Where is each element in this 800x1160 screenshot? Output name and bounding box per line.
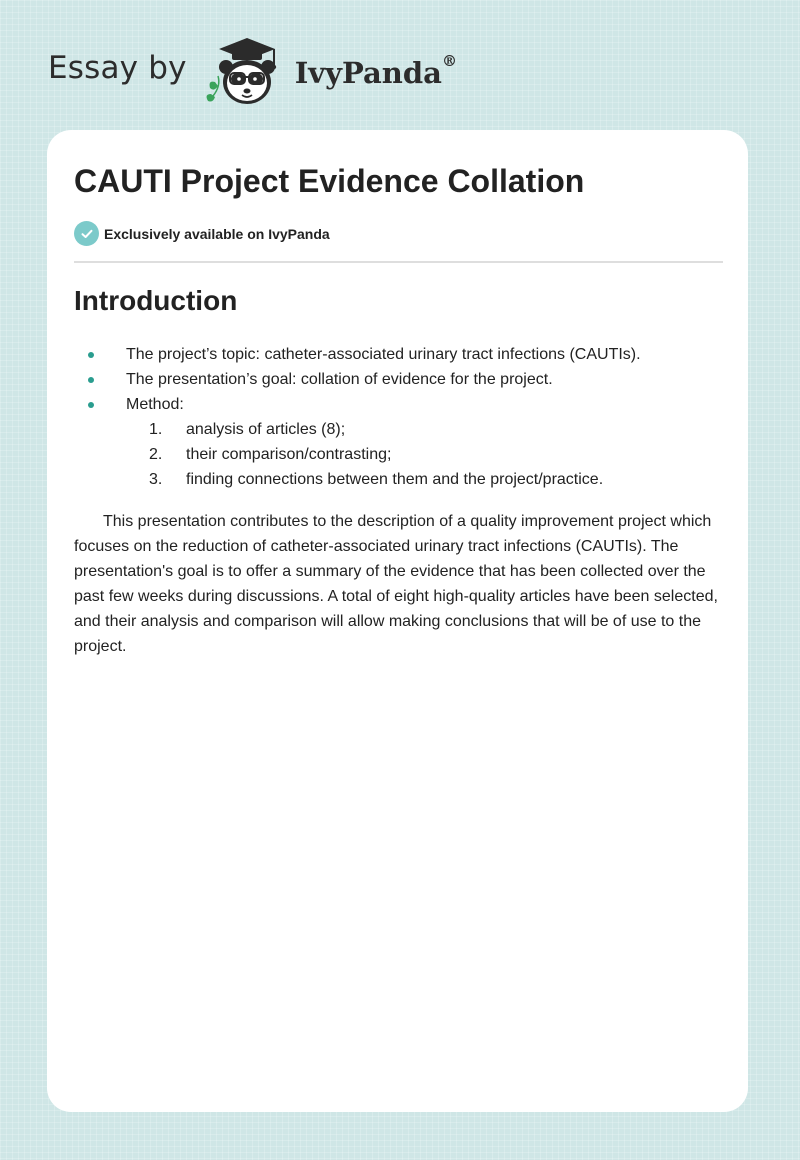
bullet-item xyxy=(74,392,734,492)
method-step xyxy=(126,467,734,492)
method-step xyxy=(126,417,734,442)
bullet-text: The presentation’s goal: collation of evidence for the project. xyxy=(126,371,553,388)
exclusive-badge xyxy=(74,221,330,246)
bullet-item xyxy=(74,367,734,392)
bullet-item xyxy=(74,342,734,367)
exclusive-badge-text: Exclusively available on IvyPanda xyxy=(104,225,330,242)
check-icon xyxy=(74,221,99,246)
essay-title: CAUTI Project Evidence Collation xyxy=(74,163,585,199)
registered-mark: ® xyxy=(441,52,457,71)
step-number: 3. xyxy=(149,471,163,488)
step-text: analysis of articles (8); xyxy=(186,421,346,438)
section-heading-introduction: Introduction xyxy=(74,285,238,316)
step-text: their comparison/contrasting; xyxy=(186,446,392,463)
bullet-dot xyxy=(88,402,94,408)
bullet-dot xyxy=(88,377,94,383)
title-divider xyxy=(74,261,723,263)
intro-bullet-list xyxy=(74,342,734,492)
essay-card xyxy=(47,130,748,1112)
bullet-text: The project’s topic: catheter-associated urinary tract infections (CAUTIs). xyxy=(126,346,641,363)
bullet-dot xyxy=(88,352,94,358)
essay-by-label: Essay by xyxy=(48,50,187,86)
method-steps-list xyxy=(126,417,734,492)
step-number: 2. xyxy=(149,446,163,463)
site-header xyxy=(48,36,457,108)
method-step xyxy=(126,442,734,467)
intro-paragraph: This presentation contributes to the description of a quality improvement project which focuses on the reduction of catheter-associated urinary tract infections (CAUTIs). The presentation's goal is to offer a summary of the evidence that has been collected over the past few weeks during discussions. A total of eight high-quality articles have been selected, and their analysis and comparison will allow making conclusions that will be of use to the project. xyxy=(74,513,718,655)
panda-logo-icon[interactable] xyxy=(201,36,293,108)
brand-name-text: IvyPanda xyxy=(294,56,442,90)
bullet-text: Method: xyxy=(126,396,184,413)
step-text: finding connections between them and the project/practice. xyxy=(186,471,604,488)
brand-name xyxy=(294,52,457,90)
step-number: 1. xyxy=(149,421,163,438)
